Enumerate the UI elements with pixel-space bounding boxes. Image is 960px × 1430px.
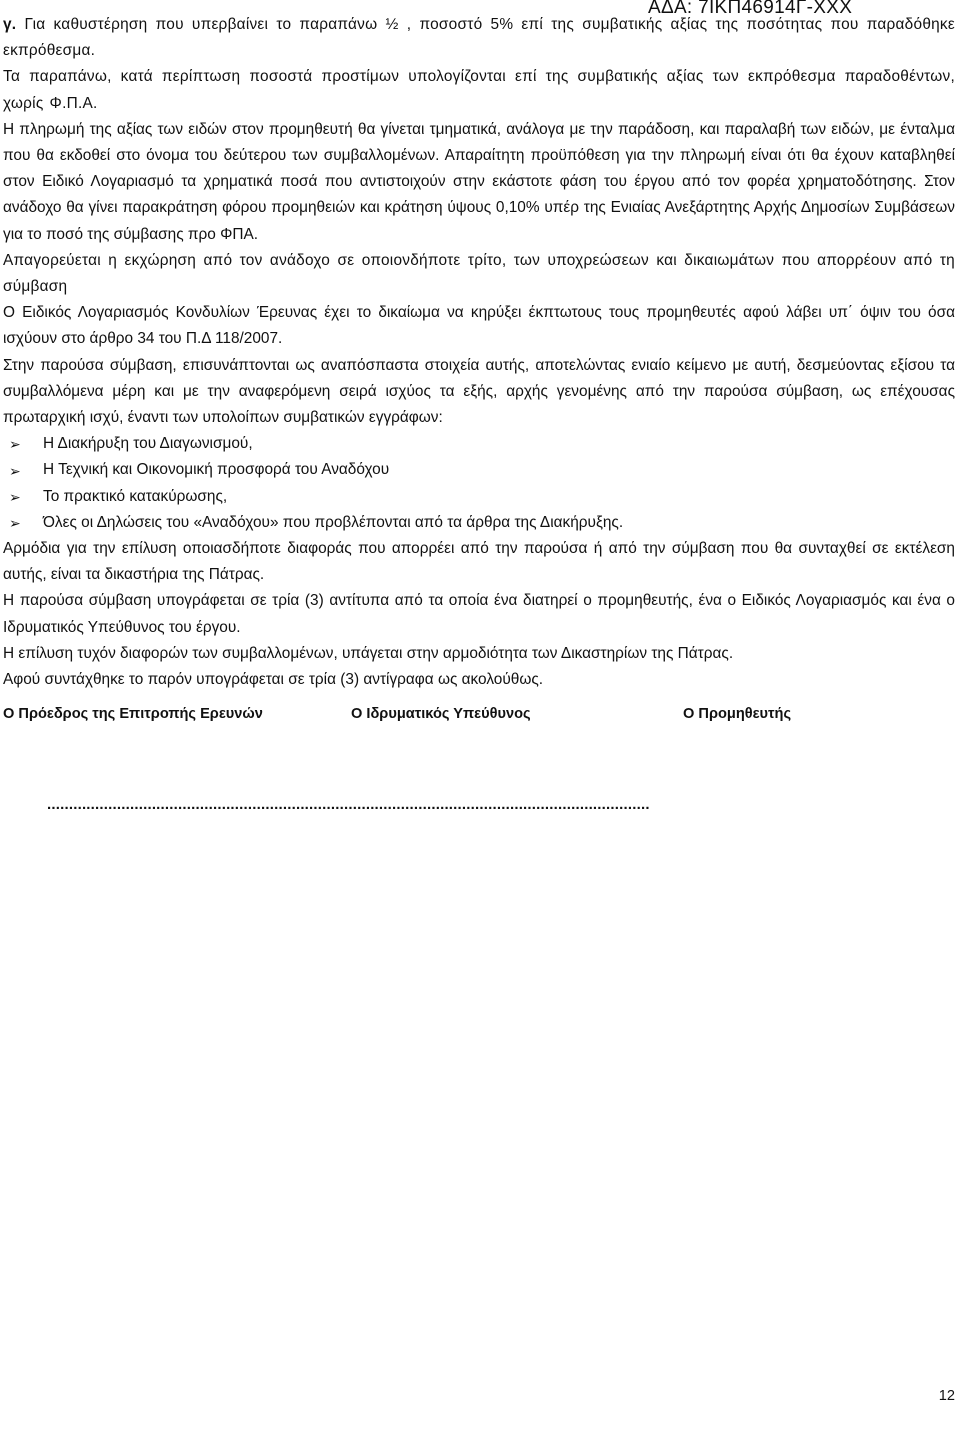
annexes-list — [3, 431, 955, 536]
page-number: 12 — [938, 1388, 955, 1404]
penalty-clause-c — [3, 12, 955, 64]
payment-terms-paragraph: Η πληρωμή της αξίας των ειδών στον προμηθευτή θα γίνεται τμηματικά, ανάλογα με την παράδοση, και παραλαβή των ειδών, με ένταλμα που θα εκδοθεί στο όνομα του δεύτερου των συμβαλλομένων. Απαραίτητη προϋπόθεση για την πληρωμή είναι ότι θα έχουν καταβληθεί στον Ειδικό Λογαριασμό τα χρηματικά ποσά που αντιστοιχούν στην εκάστοτε φάση του έργου από τον φορέα χρηματοδότησης. Στον ανάδοχο θα γίνει παρακράτηση φόρου προμηθειών και κράτηση ύψους 0,10% υπέρ της Ενιαίας Ανεξάρτητης Αρχής Δημοσίων Συμβάσεων για το ποσό της σύμβασης προ ΦΠΑ. — [3, 120, 955, 243]
copies-paragraph: Η παρούσα σύμβαση υπογράφεται σε τρία (3) αντίτυπα από τα οποία ένα διατηρεί ο προμηθευτής, ένα ο Ειδικός Λογαριασμός και ένα ο Ιδρυματικός Υπεύθυνος του έργου. — [3, 592, 955, 636]
annexes-intro-paragraph: Στην παρούσα σύμβαση, επισυνάπτονται ως αναπόσπαστα στοιχεία αυτής, αποτελώντας ενιαίο κείμενο με αυτή, δεσμεύοντας εξίσου τα συμβαλλόμενα μέρη και με την αναφερόμενη σειρά ισχύος τα εξής, αρχής γενομένης από την παρούσα σύμβαση, ως επέχουσας πρωταρχική ισχύ, έναντι των υπολοίπων συμβατικών εγγράφων: — [3, 356, 955, 427]
signatory-institutional-officer: Ο Ιδρυματικός Υπεύθυνος — [351, 706, 531, 722]
ada-header-code: ΑΔΑ: 7ΙΚΠ46914Γ-ΧΧΧ — [648, 0, 853, 18]
default-clause-paragraph: Ο Ειδικός Λογαριασμός Κονδυλίων Έρευνας έχει το δικαίωμα να κηρύξει έκπτωτους τους προμηθευτές αφού λάβει υπ΄ όψιν του όσα ισχύουν στο άρθρο 34 του Π.Δ 118/2007. — [3, 304, 955, 348]
arrow-bullet-icon: ➢ — [9, 462, 21, 479]
closing-paragraph: Αφού συντάχθηκε το παρόν υπογράφεται σε τρία (3) αντίγραφα ως ακολούθως. — [3, 671, 544, 689]
jurisdiction-paragraph: Αρμόδια για την επίλυση οποιασδήποτε διαφοράς που απορρέει από την παρούσα ή από την σύμβαση που θα συνταχθεί σε εκτέλεση αυτής, είναι τα δικαστήρια της Πάτρας. — [3, 540, 955, 584]
list-item-text: Η Τεχνική και Οικονομική προσφορά του Αναδόχου — [43, 461, 390, 479]
document-body — [3, 12, 955, 693]
penalties-note-paragraph: Τα παραπάνω, κατά περίπτωση ποσοστά προστίμων υπολογίζονται επί της συμβατικής αξίας των εκπρόθεσμα παραδοθέντων, χωρίς Φ.Π.Α. — [3, 68, 955, 112]
list-item-text: Η Διακήρυξη του Διαγωνισμού, — [43, 435, 253, 453]
clause-label: γ. — [3, 16, 17, 33]
list-item-text: Το πρακτικό κατακύρωσης, — [43, 487, 228, 505]
list-item-text: Όλες οι Δηλώσεις του «Αναδόχου» που προβλέπονται από τα άρθρα της Διακήρυξης. — [43, 513, 624, 531]
list-item — [3, 431, 955, 457]
signatory-supplier: Ο Προμηθευτής — [683, 706, 792, 722]
disputes-paragraph: Η επίλυση τυχόν διαφορών των συμβαλλομένων, υπάγεται στην αρμοδιότητα των Δικαστηρίων της Πάτρας. — [3, 644, 734, 662]
clause-text: Για καθυστέρηση που υπερβαίνει το παραπάνω ½ , ποσοστό 5% επί της συμβατικής αξίας της ποσότητας που παραδόθηκε εκπρόθεσμα. — [3, 16, 955, 60]
arrow-bullet-icon: ➢ — [9, 514, 21, 531]
assignment-prohibition-paragraph: Απαγορεύεται η εκχώρηση από τον ανάδοχο σε οποιονδήποτε τρίτο, των υποχρεώσεων και δικαιωμάτων που απορρέουν από τη σύμβαση — [3, 251, 955, 296]
list-item — [3, 484, 955, 510]
list-item — [3, 510, 955, 536]
list-item — [3, 457, 955, 483]
arrow-bullet-icon: ➢ — [9, 488, 21, 505]
signature-dotted-line: .......................................................................................................................................... — [47, 796, 650, 813]
arrow-bullet-icon: ➢ — [9, 436, 21, 453]
signatory-committee-chair: Ο Πρόεδρος της Επιτροπής Ερευνών — [3, 706, 263, 722]
